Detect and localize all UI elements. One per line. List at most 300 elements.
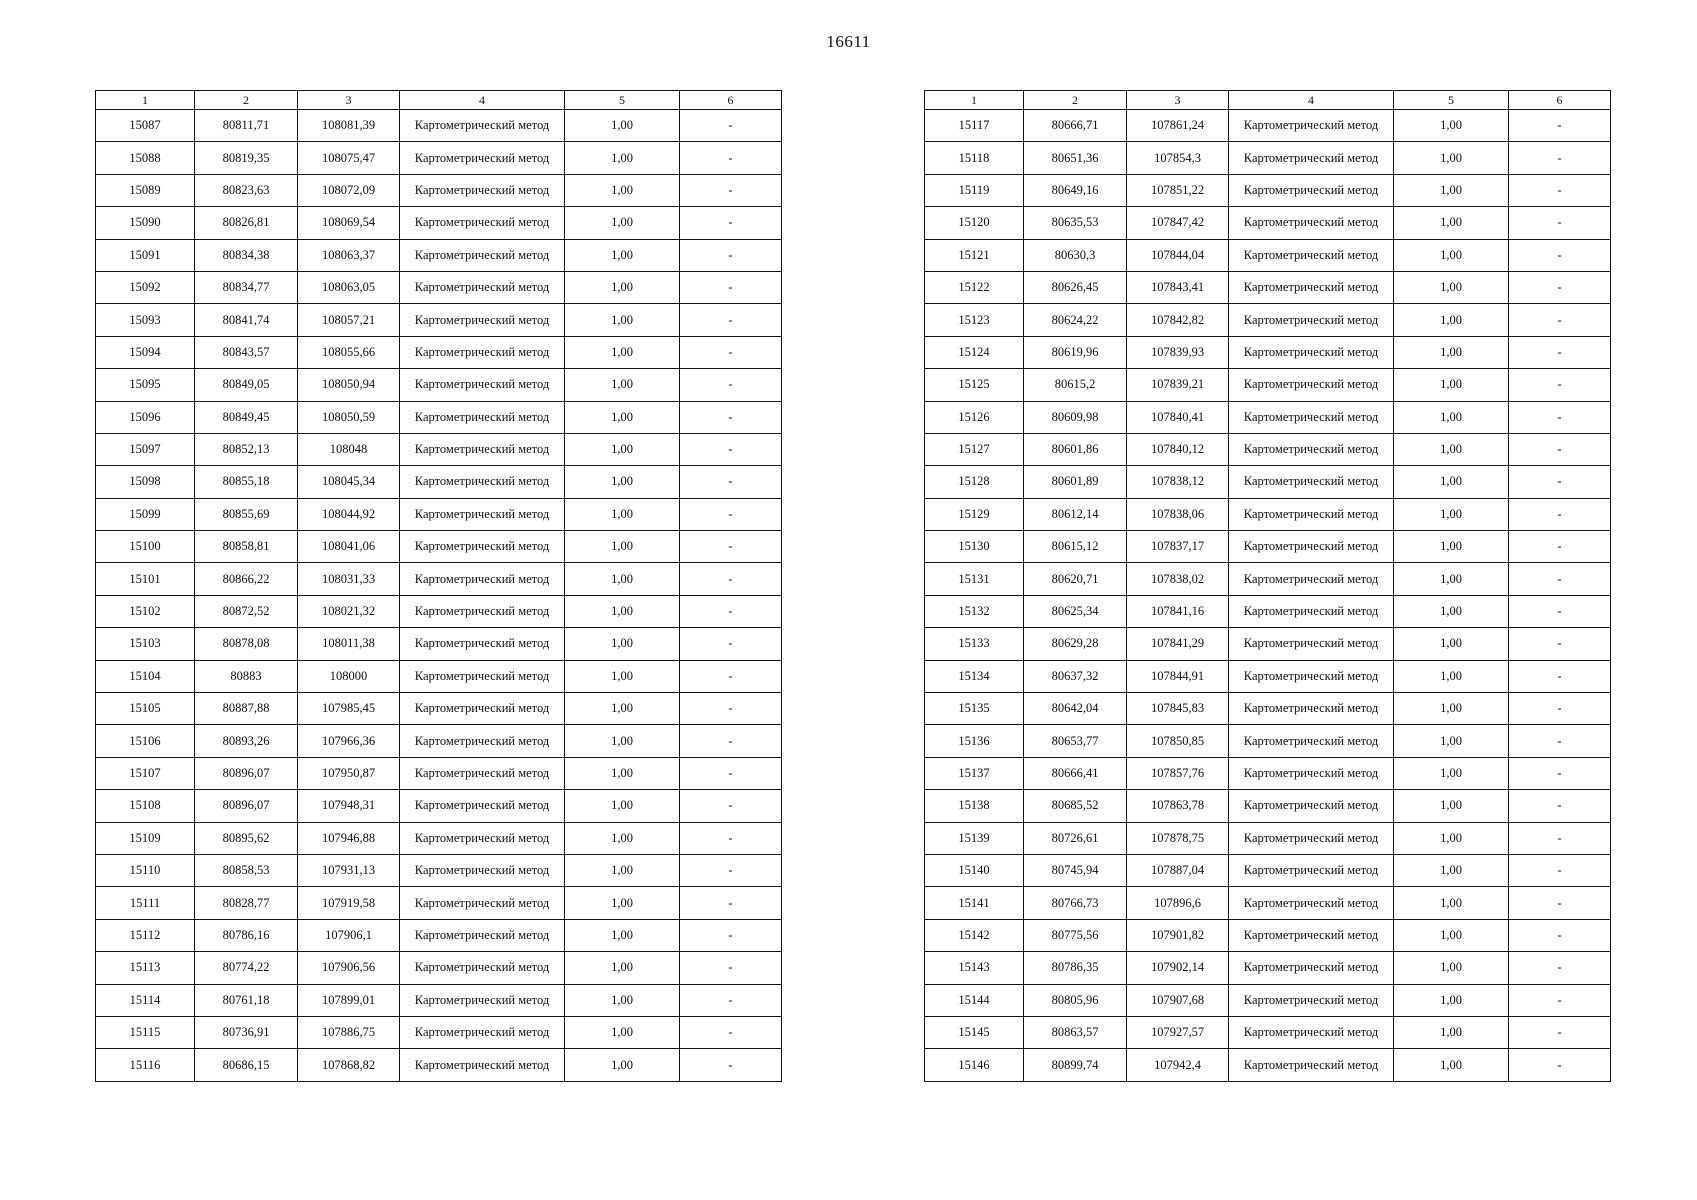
x-coordinate-cell: 80612,14 [1024,498,1127,530]
method-cell: Картометрический метод [1229,336,1394,368]
method-cell: Картометрический метод [1229,1049,1394,1081]
point-number-cell: 15146 [925,1049,1024,1081]
x-coordinate-cell: 80887,88 [195,693,298,725]
table-row [925,110,1611,142]
accuracy-cell: 1,00 [1394,563,1509,595]
table-row [96,919,782,951]
method-cell: Картометрический метод [1229,142,1394,174]
description-cell: - [680,854,782,886]
page-number: 16611 [826,32,871,51]
x-coordinate-cell: 80766,73 [1024,887,1127,919]
y-coordinate-cell: 107838,06 [1127,498,1229,530]
method-cell: Картометрический метод [400,822,565,854]
x-coordinate-cell: 80775,56 [1024,919,1127,951]
x-coordinate-cell: 80601,89 [1024,466,1127,498]
right-coordinates-table [924,90,1611,1082]
description-cell: - [680,725,782,757]
column-header-3: 3 [298,91,400,110]
description-cell: - [680,660,782,692]
y-coordinate-cell: 108048 [298,433,400,465]
y-coordinate-cell: 108069,54 [298,207,400,239]
description-cell: - [1509,984,1611,1016]
accuracy-cell: 1,00 [565,919,680,951]
description-cell: - [680,1016,782,1048]
table-row [925,207,1611,239]
y-coordinate-cell: 107966,36 [298,725,400,757]
accuracy-cell: 1,00 [1394,725,1509,757]
y-coordinate-cell: 108075,47 [298,142,400,174]
accuracy-cell: 1,00 [1394,174,1509,206]
point-number-cell: 15145 [925,1016,1024,1048]
y-coordinate-cell: 107838,12 [1127,466,1229,498]
method-cell: Картометрический метод [1229,1016,1394,1048]
y-coordinate-cell: 108081,39 [298,110,400,142]
method-cell: Картометрический метод [1229,239,1394,271]
y-coordinate-cell: 107838,02 [1127,563,1229,595]
table-row [925,563,1611,595]
table-body [925,110,1611,1082]
accuracy-cell: 1,00 [565,401,680,433]
accuracy-cell: 1,00 [1394,919,1509,951]
x-coordinate-cell: 80811,71 [195,110,298,142]
x-coordinate-cell: 80774,22 [195,952,298,984]
point-number-cell: 15106 [96,725,195,757]
table-row [925,660,1611,692]
description-cell: - [680,790,782,822]
description-cell: - [1509,563,1611,595]
point-number-cell: 15108 [96,790,195,822]
accuracy-cell: 1,00 [1394,369,1509,401]
x-coordinate-cell: 80855,69 [195,498,298,530]
table-row [96,595,782,627]
table-row [925,174,1611,206]
point-number-cell: 15118 [925,142,1024,174]
description-cell: - [1509,790,1611,822]
x-coordinate-cell: 80858,81 [195,531,298,563]
y-coordinate-cell: 107840,41 [1127,401,1229,433]
method-cell: Картометрический метод [400,952,565,984]
description-cell: - [1509,595,1611,627]
description-cell: - [1509,1016,1611,1048]
y-coordinate-cell: 107850,85 [1127,725,1229,757]
accuracy-cell: 1,00 [565,336,680,368]
accuracy-cell: 1,00 [1394,790,1509,822]
x-coordinate-cell: 80653,77 [1024,725,1127,757]
x-coordinate-cell: 80761,18 [195,984,298,1016]
table-row [96,628,782,660]
table-row [96,984,782,1016]
description-cell: - [680,531,782,563]
x-coordinate-cell: 80834,77 [195,271,298,303]
y-coordinate-cell: 107985,45 [298,693,400,725]
accuracy-cell: 1,00 [1394,271,1509,303]
description-cell: - [680,174,782,206]
accuracy-cell: 1,00 [565,498,680,530]
table-header-row [925,91,1611,110]
y-coordinate-cell: 107843,41 [1127,271,1229,303]
x-coordinate-cell: 80819,35 [195,142,298,174]
method-cell: Картометрический метод [400,563,565,595]
x-coordinate-cell: 80601,86 [1024,433,1127,465]
table-row [925,369,1611,401]
y-coordinate-cell: 108044,92 [298,498,400,530]
x-coordinate-cell: 80852,13 [195,433,298,465]
method-cell: Картометрический метод [1229,628,1394,660]
accuracy-cell: 1,00 [565,433,680,465]
method-cell: Картометрический метод [400,271,565,303]
accuracy-cell: 1,00 [1394,887,1509,919]
accuracy-cell: 1,00 [565,790,680,822]
accuracy-cell: 1,00 [565,887,680,919]
method-cell: Картометрический метод [1229,207,1394,239]
accuracy-cell: 1,00 [1394,239,1509,271]
y-coordinate-cell: 108031,33 [298,563,400,595]
table-row [925,239,1611,271]
left-coordinates-table [95,90,782,1082]
table-row [96,110,782,142]
method-cell: Картометрический метод [1229,757,1394,789]
x-coordinate-cell: 80642,04 [1024,693,1127,725]
y-coordinate-cell: 107841,16 [1127,595,1229,627]
x-coordinate-cell: 80745,94 [1024,854,1127,886]
point-number-cell: 15095 [96,369,195,401]
accuracy-cell: 1,00 [565,628,680,660]
method-cell: Картометрический метод [400,984,565,1016]
y-coordinate-cell: 107907,68 [1127,984,1229,1016]
table-row [96,142,782,174]
description-cell: - [1509,336,1611,368]
description-cell: - [680,952,782,984]
description-cell: - [680,304,782,336]
x-coordinate-cell: 80615,2 [1024,369,1127,401]
y-coordinate-cell: 107886,75 [298,1016,400,1048]
method-cell: Картометрический метод [400,401,565,433]
point-number-cell: 15122 [925,271,1024,303]
method-cell: Картометрический метод [1229,433,1394,465]
method-cell: Картометрический метод [400,854,565,886]
y-coordinate-cell: 107845,83 [1127,693,1229,725]
accuracy-cell: 1,00 [565,304,680,336]
point-number-cell: 15087 [96,110,195,142]
point-number-cell: 15096 [96,401,195,433]
y-coordinate-cell: 107899,01 [298,984,400,1016]
description-cell: - [1509,854,1611,886]
column-header-1: 1 [96,91,195,110]
point-number-cell: 15120 [925,207,1024,239]
point-number-cell: 15107 [96,757,195,789]
accuracy-cell: 1,00 [565,1049,680,1081]
y-coordinate-cell: 107847,42 [1127,207,1229,239]
accuracy-cell: 1,00 [1394,401,1509,433]
y-coordinate-cell: 107896,6 [1127,887,1229,919]
method-cell: Картометрический метод [400,595,565,627]
table-row [925,304,1611,336]
point-number-cell: 15100 [96,531,195,563]
y-coordinate-cell: 108050,94 [298,369,400,401]
y-coordinate-cell: 107950,87 [298,757,400,789]
point-number-cell: 15109 [96,822,195,854]
y-coordinate-cell: 107906,56 [298,952,400,984]
accuracy-cell: 1,00 [1394,952,1509,984]
table-row [96,174,782,206]
x-coordinate-cell: 80736,91 [195,1016,298,1048]
description-cell: - [1509,628,1611,660]
column-header-4: 4 [1229,91,1394,110]
table-row [96,433,782,465]
point-number-cell: 15136 [925,725,1024,757]
table-row [96,693,782,725]
table-row [925,693,1611,725]
method-cell: Картометрический метод [400,887,565,919]
accuracy-cell: 1,00 [1394,660,1509,692]
accuracy-cell: 1,00 [1394,757,1509,789]
x-coordinate-cell: 80651,36 [1024,142,1127,174]
point-number-cell: 15093 [96,304,195,336]
x-coordinate-cell: 80786,16 [195,919,298,951]
x-coordinate-cell: 80609,98 [1024,401,1127,433]
table-row [96,952,782,984]
accuracy-cell: 1,00 [1394,466,1509,498]
description-cell: - [1509,887,1611,919]
accuracy-cell: 1,00 [565,207,680,239]
table-row [925,271,1611,303]
description-cell: - [1509,239,1611,271]
table-row [96,790,782,822]
description-cell: - [1509,207,1611,239]
method-cell: Картометрический метод [1229,369,1394,401]
accuracy-cell: 1,00 [565,369,680,401]
accuracy-cell: 1,00 [565,466,680,498]
accuracy-cell: 1,00 [565,952,680,984]
table-row [925,822,1611,854]
method-cell: Картометрический метод [1229,271,1394,303]
table-row [925,1049,1611,1081]
y-coordinate-cell: 107931,13 [298,854,400,886]
description-cell: - [1509,757,1611,789]
table-row [96,239,782,271]
accuracy-cell: 1,00 [565,984,680,1016]
x-coordinate-cell: 80883 [195,660,298,692]
method-cell: Картометрический метод [400,660,565,692]
table-row [96,563,782,595]
point-number-cell: 15089 [96,174,195,206]
point-number-cell: 15123 [925,304,1024,336]
x-coordinate-cell: 80685,52 [1024,790,1127,822]
description-cell: - [680,142,782,174]
point-number-cell: 15097 [96,433,195,465]
table-row [96,271,782,303]
table-row [925,887,1611,919]
accuracy-cell: 1,00 [565,1016,680,1048]
description-cell: - [680,433,782,465]
column-header-5: 5 [1394,91,1509,110]
point-number-cell: 15125 [925,369,1024,401]
x-coordinate-cell: 80619,96 [1024,336,1127,368]
description-cell: - [1509,142,1611,174]
table-row [96,498,782,530]
method-cell: Картометрический метод [400,790,565,822]
point-number-cell: 15132 [925,595,1024,627]
description-cell: - [680,628,782,660]
description-cell: - [680,1049,782,1081]
accuracy-cell: 1,00 [565,854,680,886]
point-number-cell: 15124 [925,336,1024,368]
y-coordinate-cell: 108021,32 [298,595,400,627]
table-row [925,757,1611,789]
x-coordinate-cell: 80878,08 [195,628,298,660]
description-cell: - [680,239,782,271]
description-cell: - [680,498,782,530]
table-row [925,595,1611,627]
point-number-cell: 15130 [925,531,1024,563]
x-coordinate-cell: 80863,57 [1024,1016,1127,1048]
x-coordinate-cell: 80828,77 [195,887,298,919]
y-coordinate-cell: 107840,12 [1127,433,1229,465]
point-number-cell: 15090 [96,207,195,239]
point-number-cell: 15112 [96,919,195,951]
x-coordinate-cell: 80666,41 [1024,757,1127,789]
y-coordinate-cell: 107842,82 [1127,304,1229,336]
table-row [925,628,1611,660]
description-cell: - [680,822,782,854]
table-row [96,887,782,919]
column-header-6: 6 [680,91,782,110]
x-coordinate-cell: 80624,22 [1024,304,1127,336]
point-number-cell: 15143 [925,952,1024,984]
accuracy-cell: 1,00 [1394,628,1509,660]
point-number-cell: 15092 [96,271,195,303]
accuracy-cell: 1,00 [1394,304,1509,336]
method-cell: Картометрический метод [1229,110,1394,142]
description-cell: - [1509,693,1611,725]
x-coordinate-cell: 80726,61 [1024,822,1127,854]
method-cell: Картометрический метод [400,239,565,271]
x-coordinate-cell: 80823,63 [195,174,298,206]
method-cell: Картометрический метод [1229,887,1394,919]
method-cell: Картометрический метод [400,336,565,368]
method-cell: Картометрический метод [400,304,565,336]
x-coordinate-cell: 80805,96 [1024,984,1127,1016]
x-coordinate-cell: 80826,81 [195,207,298,239]
y-coordinate-cell: 107844,04 [1127,239,1229,271]
point-number-cell: 15091 [96,239,195,271]
x-coordinate-cell: 80630,3 [1024,239,1127,271]
table-row [925,790,1611,822]
method-cell: Картометрический метод [400,142,565,174]
column-header-1: 1 [925,91,1024,110]
description-cell: - [1509,919,1611,951]
table-row [96,304,782,336]
accuracy-cell: 1,00 [565,822,680,854]
table-row [96,757,782,789]
point-number-cell: 15133 [925,628,1024,660]
point-number-cell: 15129 [925,498,1024,530]
accuracy-cell: 1,00 [565,142,680,174]
point-number-cell: 15105 [96,693,195,725]
accuracy-cell: 1,00 [1394,110,1509,142]
y-coordinate-cell: 107927,57 [1127,1016,1229,1048]
point-number-cell: 15111 [96,887,195,919]
point-number-cell: 15094 [96,336,195,368]
description-cell: - [680,401,782,433]
method-cell: Картометрический метод [1229,563,1394,595]
table-row [96,1049,782,1081]
description-cell: - [680,757,782,789]
accuracy-cell: 1,00 [1394,207,1509,239]
table-row [925,498,1611,530]
table-row [925,531,1611,563]
point-number-cell: 15116 [96,1049,195,1081]
table-body [96,110,782,1082]
accuracy-cell: 1,00 [1394,1049,1509,1081]
description-cell: - [1509,952,1611,984]
x-coordinate-cell: 80872,52 [195,595,298,627]
point-number-cell: 15142 [925,919,1024,951]
method-cell: Картометрический метод [1229,174,1394,206]
x-coordinate-cell: 80843,57 [195,336,298,368]
accuracy-cell: 1,00 [1394,693,1509,725]
method-cell: Картометрический метод [400,531,565,563]
y-coordinate-cell: 107841,29 [1127,628,1229,660]
method-cell: Картометрический метод [1229,466,1394,498]
accuracy-cell: 1,00 [565,174,680,206]
method-cell: Картометрический метод [1229,854,1394,886]
table-row [925,725,1611,757]
accuracy-cell: 1,00 [1394,822,1509,854]
y-coordinate-cell: 108041,06 [298,531,400,563]
x-coordinate-cell: 80896,07 [195,757,298,789]
point-number-cell: 15113 [96,952,195,984]
y-coordinate-cell: 108000 [298,660,400,692]
point-number-cell: 15119 [925,174,1024,206]
table-row [96,369,782,401]
table-row [96,854,782,886]
point-number-cell: 15135 [925,693,1024,725]
x-coordinate-cell: 80834,38 [195,239,298,271]
point-number-cell: 15140 [925,854,1024,886]
method-cell: Картометрический метод [400,725,565,757]
y-coordinate-cell: 107887,04 [1127,854,1229,886]
table-row [925,1016,1611,1048]
x-coordinate-cell: 80615,12 [1024,531,1127,563]
description-cell: - [1509,304,1611,336]
description-cell: - [1509,498,1611,530]
method-cell: Картометрический метод [400,628,565,660]
table-row [96,531,782,563]
column-header-4: 4 [400,91,565,110]
x-coordinate-cell: 80666,71 [1024,110,1127,142]
table-row [925,854,1611,886]
accuracy-cell: 1,00 [1394,854,1509,886]
y-coordinate-cell: 107863,78 [1127,790,1229,822]
method-cell: Картометрический метод [400,498,565,530]
method-cell: Картометрический метод [1229,693,1394,725]
x-coordinate-cell: 80635,53 [1024,207,1127,239]
description-cell: - [1509,660,1611,692]
accuracy-cell: 1,00 [565,239,680,271]
method-cell: Картометрический метод [400,110,565,142]
description-cell: - [680,984,782,1016]
y-coordinate-cell: 108072,09 [298,174,400,206]
y-coordinate-cell: 108057,21 [298,304,400,336]
point-number-cell: 15131 [925,563,1024,595]
method-cell: Картометрический метод [1229,984,1394,1016]
point-number-cell: 15128 [925,466,1024,498]
description-cell: - [1509,531,1611,563]
accuracy-cell: 1,00 [1394,336,1509,368]
x-coordinate-cell: 80899,74 [1024,1049,1127,1081]
accuracy-cell: 1,00 [1394,984,1509,1016]
